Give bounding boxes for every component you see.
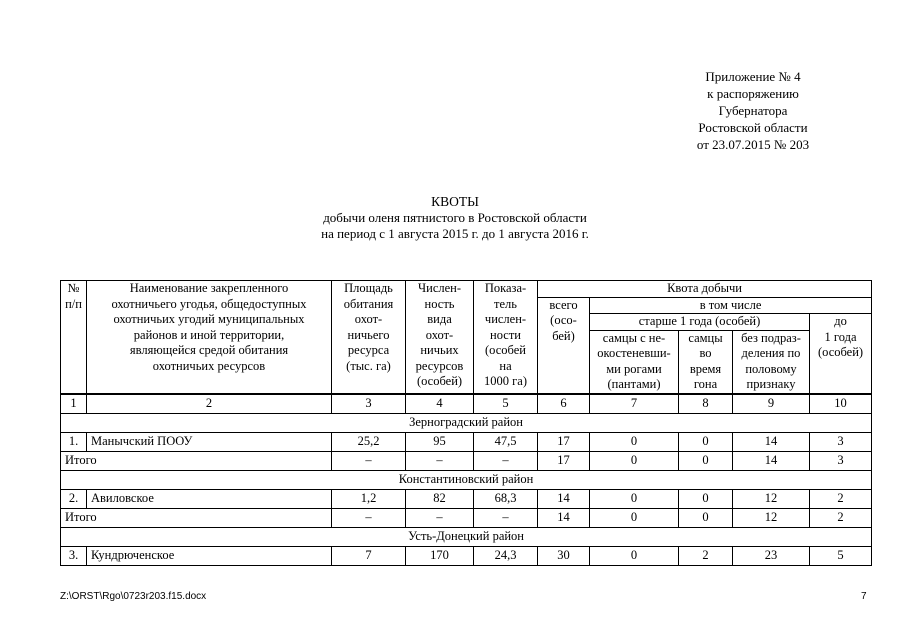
cell-area: 25,2 <box>332 432 406 451</box>
total-label: Итого <box>61 508 332 527</box>
appendix-block <box>640 68 866 153</box>
title-subtitle: добычи оленя пятнистого в Ростовской области <box>323 210 587 225</box>
cell-count: 95 <box>406 432 474 451</box>
header-count: Числен- ность вида охот- ничьих ресурсов (особей) <box>406 281 474 394</box>
page-number: 7 <box>861 591 867 602</box>
table-row <box>61 432 872 451</box>
appendix-line: от 23.07.2015 № 203 <box>696 137 810 152</box>
cell-index: 47,5 <box>474 432 538 451</box>
cell-males-rut: 2 <box>679 546 733 565</box>
cell-under: 5 <box>810 546 872 565</box>
appendix-line: Приложение № 4 <box>705 69 801 84</box>
column-number: 7 <box>590 394 679 414</box>
table-row <box>61 489 872 508</box>
cell-index: 24,3 <box>474 546 538 565</box>
footer-file-path: Z:\ORST\Rgo\0723r203.f15.docx <box>60 591 207 602</box>
column-number: 1 <box>61 394 87 414</box>
cell-area: 1,2 <box>332 489 406 508</box>
cell-males-antlers: 0 <box>590 546 679 565</box>
cell-name: Манычский ПООУ <box>87 432 332 451</box>
district-row <box>61 413 872 432</box>
header-no-sex: без подраз- деления по половому признаку <box>733 330 810 394</box>
cell-no-sex: 23 <box>733 546 810 565</box>
header-males-antlers: самцы с не- окостеневши- ми рогами (пантами) <box>590 330 679 394</box>
cell-males-rut: 0 <box>679 432 733 451</box>
cell-total: 17 <box>538 432 590 451</box>
cell-no-sex: 12 <box>733 489 810 508</box>
column-number: 3 <box>332 394 406 414</box>
cell-under: 2 <box>810 489 872 508</box>
cell-no-sex: 12 <box>733 508 810 527</box>
cell-total: 17 <box>538 451 590 470</box>
cell-no-sex: 14 <box>733 451 810 470</box>
district-row <box>61 527 872 546</box>
district-name: Усть-Донецкий район <box>61 527 872 546</box>
district-name: Константиновский район <box>61 470 872 489</box>
cell-count: – <box>406 508 474 527</box>
title-period: на период с 1 августа 2015 г. до 1 августа 2016 г. <box>321 226 589 241</box>
document-title <box>240 194 670 242</box>
cell-area: – <box>332 451 406 470</box>
title-main: КВОТЫ <box>431 194 479 209</box>
header-total: всего (осо- бей) <box>538 297 590 394</box>
header-row-1 <box>61 281 872 298</box>
header-including: в том числе <box>590 297 872 314</box>
district-name: Зерноградский район <box>61 413 872 432</box>
cell-count: 82 <box>406 489 474 508</box>
appendix-line: Ростовской области <box>698 120 808 135</box>
cell-index: – <box>474 451 538 470</box>
cell-total: 30 <box>538 546 590 565</box>
cell-count: 170 <box>406 546 474 565</box>
total-row <box>61 508 872 527</box>
column-number: 2 <box>87 394 332 414</box>
total-label: Итого <box>61 451 332 470</box>
header-males-rut: самцы во время гона <box>679 330 733 394</box>
cell-under: 3 <box>810 432 872 451</box>
column-number: 8 <box>679 394 733 414</box>
header-index: Показа- тель числен- ности (особей на 1000 га) <box>474 281 538 394</box>
column-number: 10 <box>810 394 872 414</box>
cell-under: 3 <box>810 451 872 470</box>
header-name: Наименование закрепленного охотничьего угодья, общедоступных охотничьих угодий муниципальных районов и иной территории, являющейся средой обитания охотничьих ресурсов <box>87 281 332 394</box>
column-number: 4 <box>406 394 474 414</box>
cell-num: 3. <box>61 546 87 565</box>
cell-total: 14 <box>538 508 590 527</box>
header-older: старше 1 года (особей) <box>590 314 810 331</box>
cell-males-rut: 0 <box>679 451 733 470</box>
appendix-line: к распоряжению <box>707 86 799 101</box>
cell-num: 1. <box>61 432 87 451</box>
table-row <box>61 546 872 565</box>
cell-count: – <box>406 451 474 470</box>
cell-males-antlers: 0 <box>590 451 679 470</box>
cell-index: – <box>474 508 538 527</box>
header-num: № п/п <box>61 281 87 394</box>
district-row <box>61 470 872 489</box>
cell-under: 2 <box>810 508 872 527</box>
cell-num: 2. <box>61 489 87 508</box>
cell-males-rut: 0 <box>679 508 733 527</box>
cell-males-rut: 0 <box>679 489 733 508</box>
cell-area: 7 <box>332 546 406 565</box>
column-number: 9 <box>733 394 810 414</box>
cell-name: Авиловское <box>87 489 332 508</box>
cell-name: Кундрюченское <box>87 546 332 565</box>
cell-no-sex: 14 <box>733 432 810 451</box>
quota-table <box>60 280 872 566</box>
total-row <box>61 451 872 470</box>
cell-index: 68,3 <box>474 489 538 508</box>
column-number: 6 <box>538 394 590 414</box>
cell-males-antlers: 0 <box>590 432 679 451</box>
cell-total: 14 <box>538 489 590 508</box>
header-area: Площадь обитания охот- ничьего ресурса (тыс. га) <box>332 281 406 394</box>
header-quota: Квота добычи <box>538 281 872 298</box>
column-number: 5 <box>474 394 538 414</box>
column-numbers-row <box>61 394 872 414</box>
header-under-one-year: до 1 года (особей) <box>810 314 872 394</box>
cell-area: – <box>332 508 406 527</box>
appendix-line: Губернатора <box>718 103 788 118</box>
cell-males-antlers: 0 <box>590 508 679 527</box>
cell-males-antlers: 0 <box>590 489 679 508</box>
